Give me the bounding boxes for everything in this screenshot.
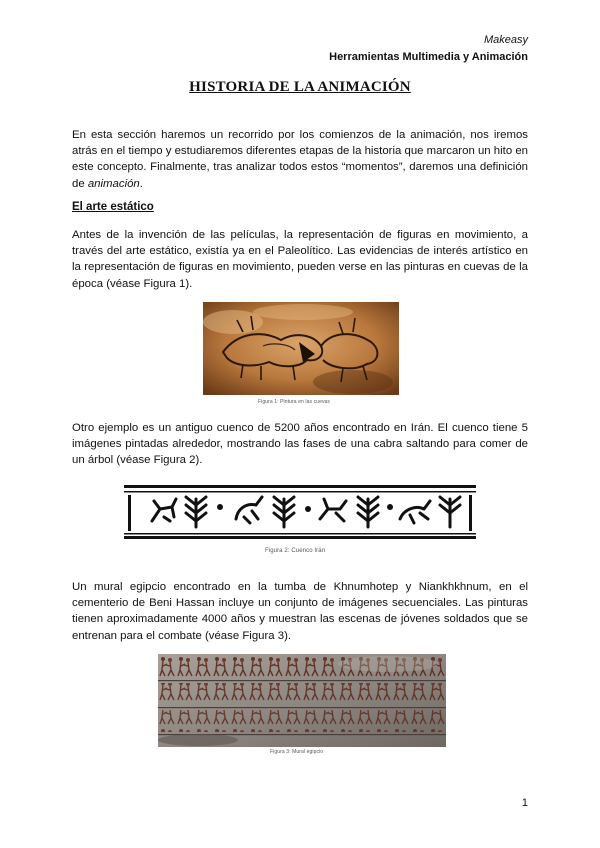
paragraph-bowl: Otro ejemplo es un antiguo cuenco de 5200 años encontrado en Irán. El cuenco tiene 5 imágenes pintadas alrededor, mostrando las fases de una cabra saltando para comer de un árbol (véase Figura 2). (72, 422, 528, 467)
header-course: Herramientas Multimedia y Animación (329, 51, 528, 63)
page-number: 1 (521, 797, 528, 809)
intro-emphasis: animación (87, 177, 140, 190)
cave-painting-image (203, 302, 399, 395)
bowl-frieze-image (124, 483, 476, 541)
figure-1-cave-painting (203, 302, 399, 395)
intro-end: . (139, 177, 143, 190)
figure-3-egyptian-mural (158, 654, 446, 747)
figure-3-caption: Figura 3: Mural egipcio (270, 749, 324, 755)
figure-2-caption: Figura 2: Cuenco Irán (265, 548, 326, 554)
header-author: Makeasy (483, 34, 528, 46)
egyptian-mural-image (158, 654, 446, 747)
figure-1-caption: Figura 1: Pintura en las cuevas (258, 399, 331, 405)
intro-text: En esta sección haremos un recorrido por los comienzos de la animación, nos iremos atrás en el tiempo y estudiaremos diferentes etapas de la historia que marcaron un hito en este concepto. Finalmente, tras analizar todos estos “momentos”, daremos una definición de (72, 129, 528, 190)
paragraph-egyptian-mural: Un mural egipcio encontrado en la tumba de Khnumhotep y Niankhkhnum, en el cementerio de Beni Hassan incluye un conjunto de imágenes secuenciales. Las pinturas tienen aproximadamente 4000 años y muestran las escenas de jóvenes soldados que se entrenan para el combate (véase Figura 3). (72, 581, 528, 642)
figure-2-bowl-frieze (124, 483, 476, 541)
paragraph-cave-paintings: Antes de la invención de las películas, la representación de figuras en movimiento, a través del arte estático, existía ya en el Paleolítico. Las evidencias de interés artístico en la representación de figuras en movimiento, pueden verse en las pinturas en cuevas de la época (véase Figura 1). (72, 229, 528, 290)
section-heading: El arte estático (72, 201, 154, 213)
page-title: HISTORIA DE LA ANIMACIÓN (189, 79, 411, 95)
intro-paragraph (72, 127, 528, 192)
